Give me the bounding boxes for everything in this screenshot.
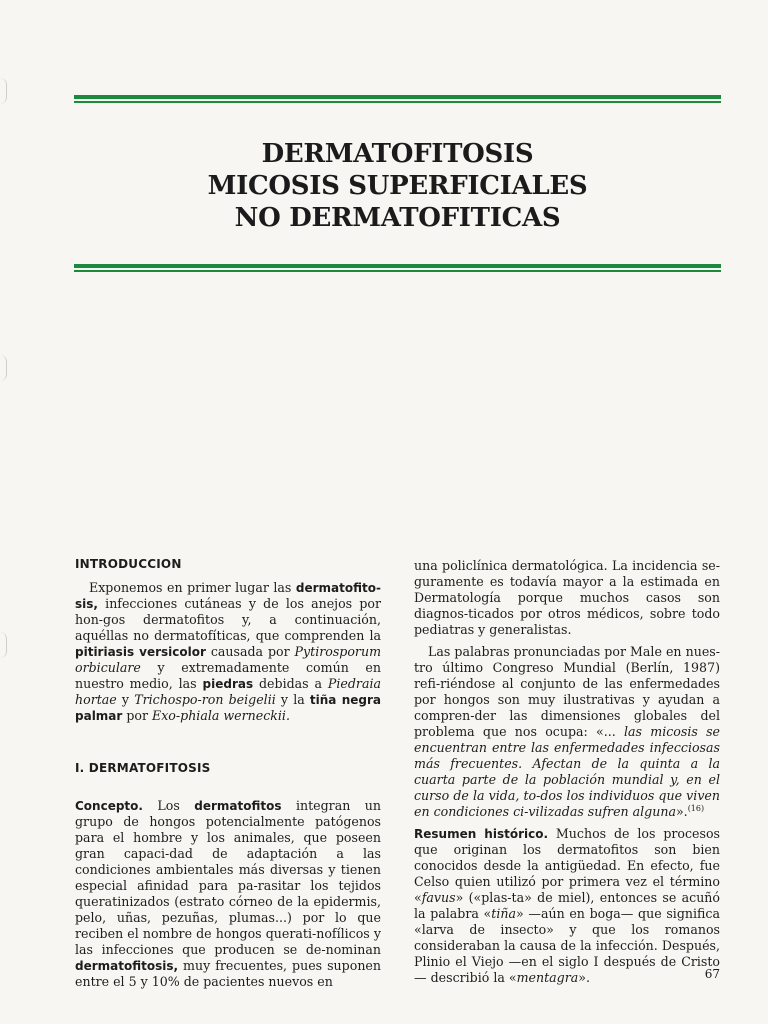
title-line-2: MICOSIS SUPERFICIALES [207, 171, 588, 201]
italic-term: Piedraia hortae [75, 676, 381, 707]
text-run: ». [578, 970, 590, 985]
right-column [414, 558, 720, 986]
italic-term: mentagra [516, 970, 579, 985]
title-line-1: DERMATOFITOSIS [261, 139, 534, 169]
binder-hole-mark [0, 632, 7, 658]
text-run: Exponemos en primer lugar las [89, 580, 296, 595]
rule-thick-line [74, 95, 721, 99]
text-run: » («plas-ta» de miel), entonces se acuñó la palabra « [414, 890, 720, 921]
rule-thin-line [74, 101, 721, 103]
bold-term: dermatofitosis, [75, 959, 179, 973]
text-run: y extremadamente común en nuestro medio, las [75, 660, 381, 691]
bold-term: Concepto. [75, 799, 143, 813]
intro-paragraph [75, 580, 381, 724]
italic-term: Trichospo-ron beigelii [134, 692, 276, 707]
bold-term: tiña negra palmar [75, 693, 381, 723]
title-line-3: NO DERMATOFITICAS [234, 203, 561, 233]
italic-quote: las micosis se encuentran entre las enfermedades infecciosas más frecuentes. Afectan de la quinta a la cuarta parte de la población mundial y, en el curso de la vida, to-dos los individuos que viven en condiciones ci-vilizadas sufren alguna [414, 724, 721, 819]
binder-hole-mark [0, 78, 7, 104]
text-run: infecciones cutáneas y de los anejos por hon-gos dermatofitos y, a continuación, aquéllas no dermatofíticas, que comprenden la [75, 596, 381, 643]
text-run: Muchos de los procesos que originan los dermatofitos son bien conocidos desde la antigüedad. En efecto, fue Celso quien utilizó por primera vez el término « [414, 826, 720, 905]
text-run: debidas a [253, 676, 328, 691]
chapter-title [74, 138, 721, 234]
binder-hole-mark [0, 355, 7, 381]
italic-term: Exo-phiala werneckii. [152, 708, 290, 723]
page-number: 67 [704, 967, 720, 981]
italic-term: favus [421, 890, 456, 905]
intro-heading: INTRODUCCION [75, 557, 182, 571]
citation-superscript: (16) [687, 803, 705, 813]
bold-term: piedras [202, 677, 254, 691]
rule-thin-line [74, 270, 721, 272]
italic-term: tiña [491, 906, 516, 921]
text-run: integran un grupo de hongos potencialmente patógenos para el hombre y los animales, que poseen gran capaci-dad de adaptación a las condiciones ambientales más diversas y tienen especial afinidad para pa-rasitar los tejidos queratinizados (estrato córneo de la epidermis, pelo, uñas, pezuñas, plumas...) por lo que reciben el nombre de hongos querati-nofílicos y las infecciones que producen se de-nominan [75, 798, 381, 957]
incidence-paragraph: una policlínica dermatológica. La incidencia se-guramente es todavía mayor a la estimada en Dermatología porque muchos casos son diagnos-ticados por otros médicos, sobre todo pediatras y generalistas. [414, 558, 720, 637]
text-run: y la [275, 692, 310, 707]
concepto-paragraph [75, 798, 381, 990]
rule-thick-line [74, 264, 721, 268]
text-run: por [122, 708, 152, 723]
bold-term: Resumen histórico. [414, 827, 549, 841]
bold-term: pitiriasis versicolor [75, 645, 206, 659]
text-run: causada por [205, 644, 295, 659]
top-green-rule [74, 95, 721, 105]
text-run: Las palabras pronunciadas por Male en nues-tro último Congreso Mundial (Berlín, 1987) refi-riéndose al conjunto de las enfermedades por hongos son muy ilustrativas y ayudan a compren-der las dimensiones globales del problema que nos ocupa: «... [414, 644, 720, 739]
text-run: ». [675, 804, 688, 819]
section-heading: I. DERMATOFITOSIS [75, 761, 211, 775]
quote-paragraph [414, 644, 720, 820]
bottom-green-rule [74, 264, 721, 274]
left-column [75, 556, 381, 990]
history-paragraph [414, 826, 720, 986]
bold-term: dermatofito-sis, [75, 581, 381, 611]
bold-term: dermatofitos [194, 799, 282, 813]
text-run: y [116, 692, 135, 707]
text-run: Los [142, 798, 195, 813]
text-run: » —aún en boga— que significa «larva de insecto» y que los romanos consideraban la causa de la infección. Después, Plinio el Viejo —en el siglo I después de Cristo— describió la « [414, 906, 720, 985]
italic-term: Pytirosporum orbiculare [75, 644, 382, 675]
text-run: muy frecuentes, pues suponen entre el 5 y 10% de pacientes nuevos en [75, 958, 381, 989]
